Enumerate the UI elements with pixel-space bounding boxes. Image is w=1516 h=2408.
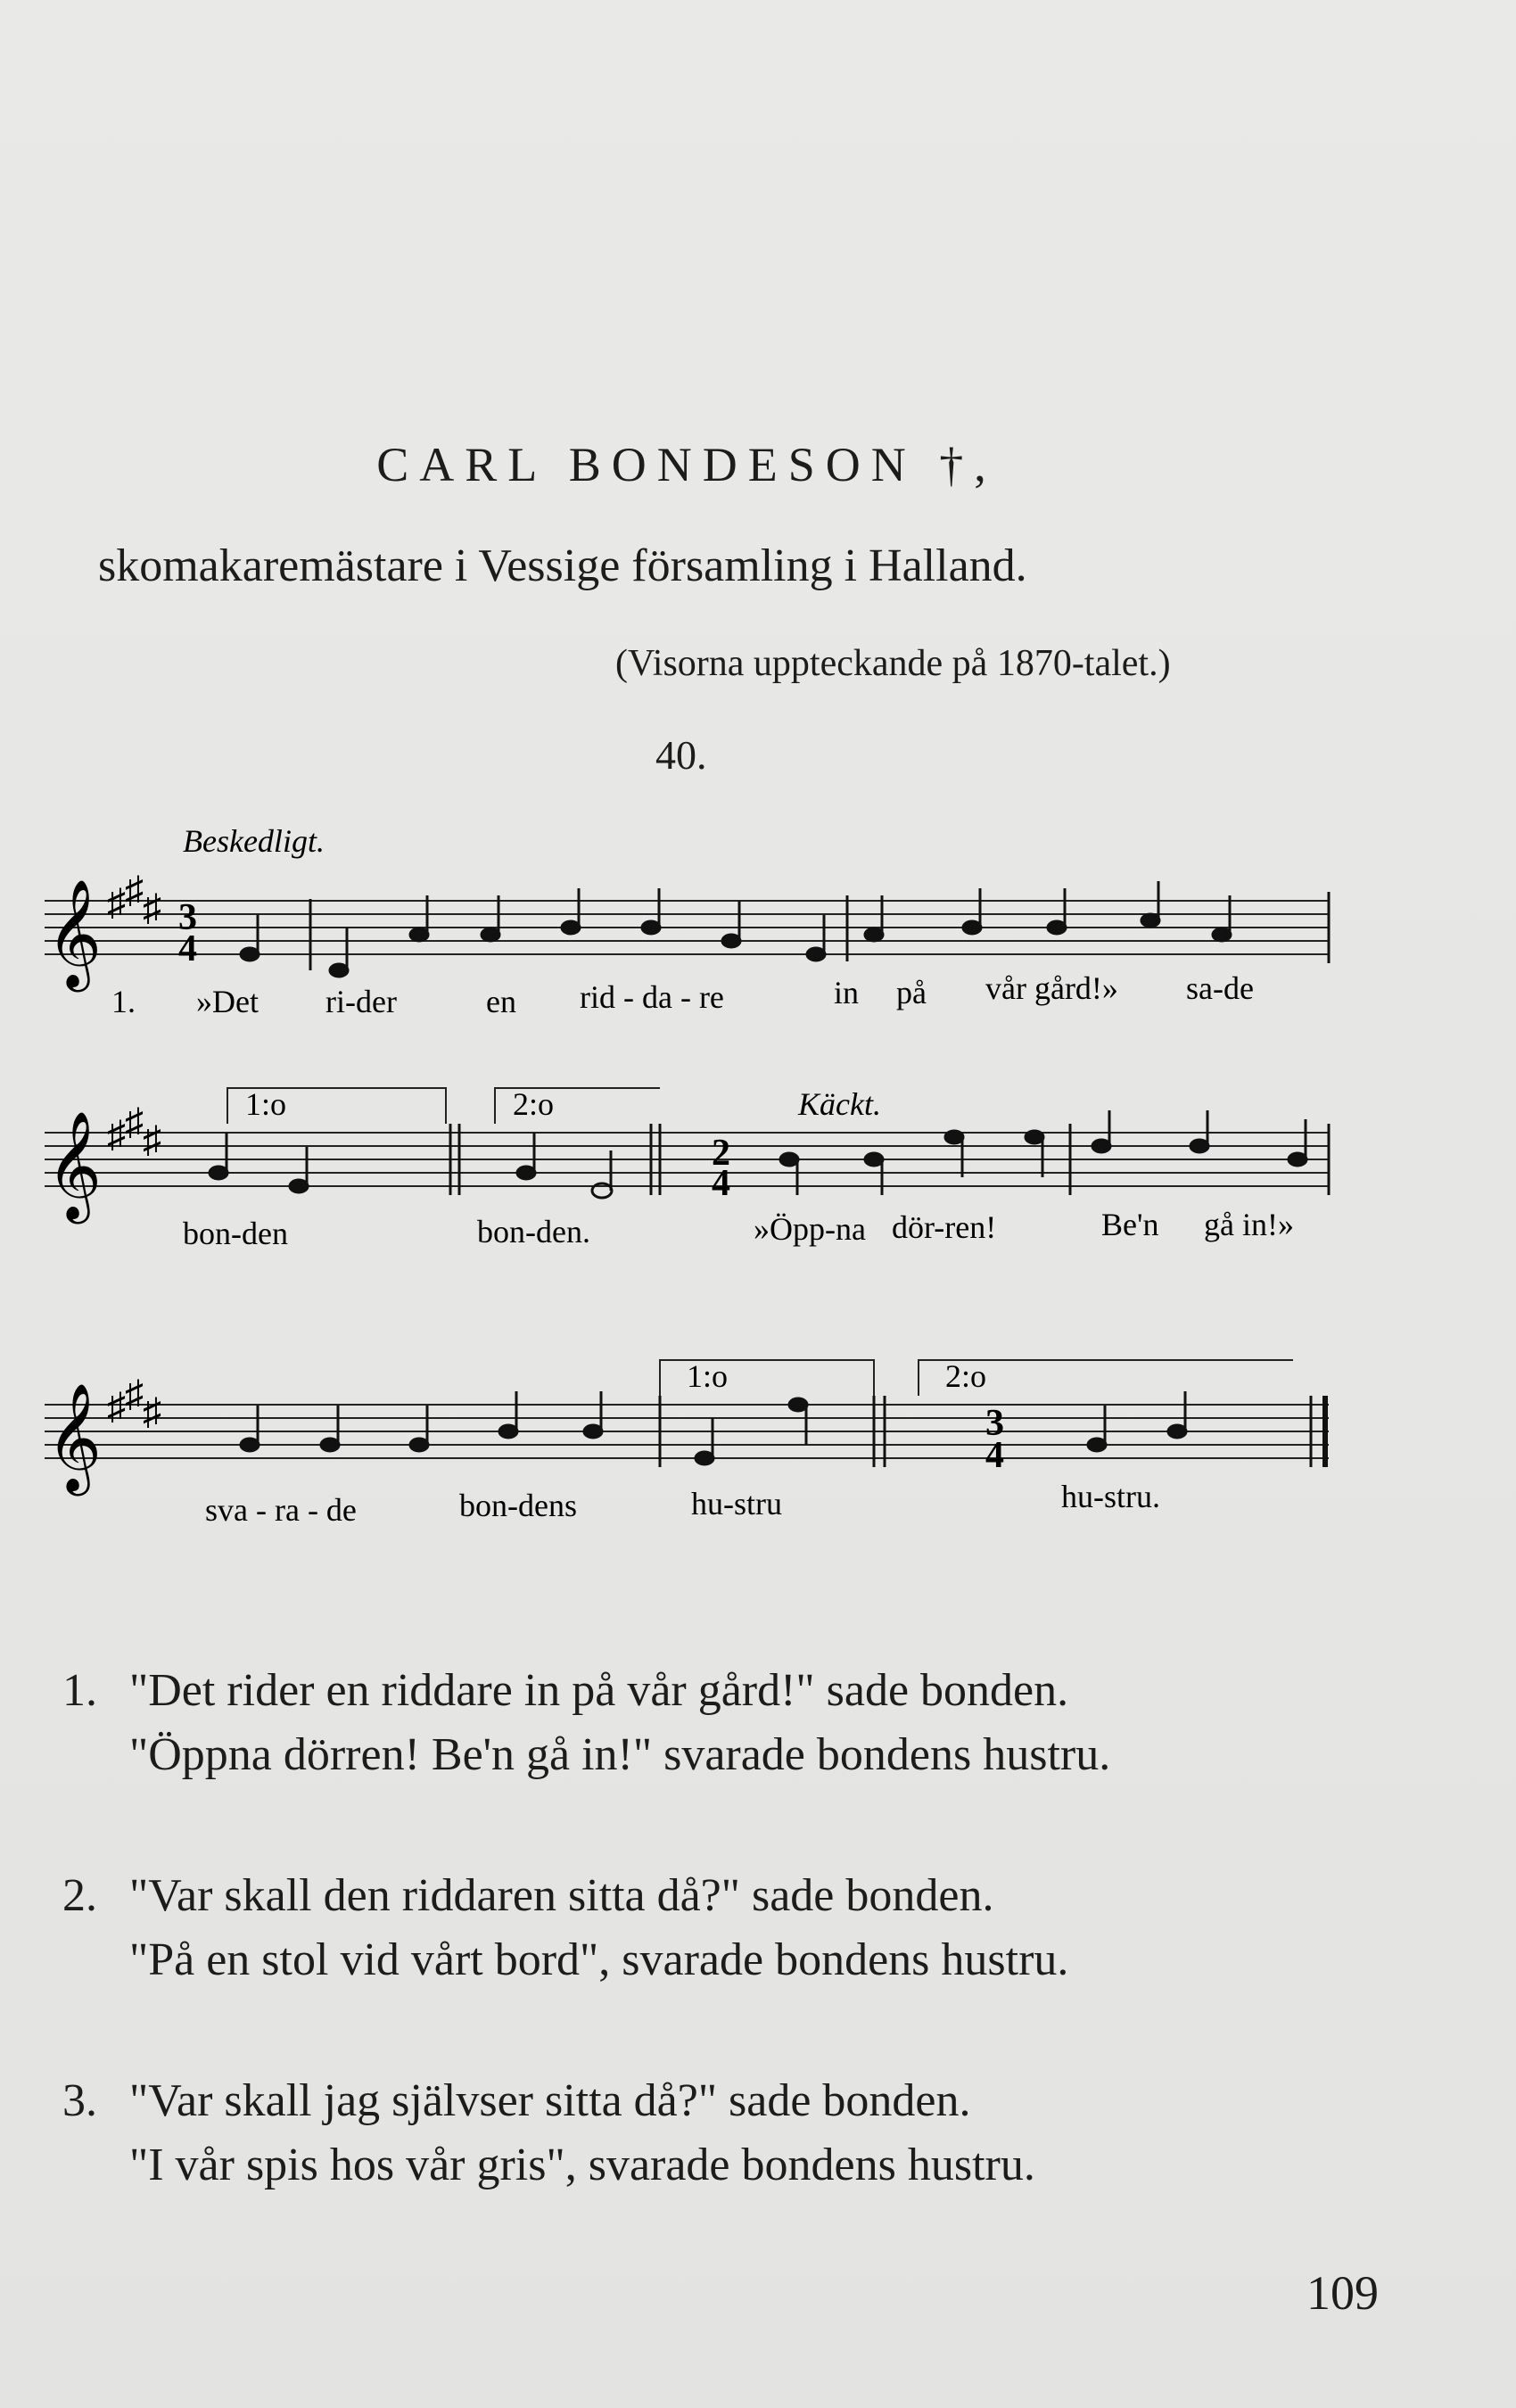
verse-number: 3.	[62, 2075, 97, 2126]
lyric-text: gå in!»	[1204, 1207, 1294, 1242]
music-score	[45, 803, 1382, 1605]
verse-lines	[129, 1659, 1110, 1787]
tempo-marking-beskedligt: Beskedligt.	[183, 823, 325, 859]
treble-clef-icon: 𝄞	[46, 881, 103, 985]
verse-line: "Det rider en riddare in på vår gård!" sade bonden.	[129, 1665, 1069, 1716]
verse-number: 1.	[62, 1665, 97, 1716]
verse-lines	[129, 2069, 1035, 2198]
verse-2	[62, 1864, 1418, 1992]
lyric-text: bon-dens	[459, 1488, 577, 1523]
verse-3	[62, 2069, 1418, 2198]
sharp-icon: ♯	[107, 883, 126, 924]
tempo-marking-kackt: Käckt.	[798, 1086, 881, 1122]
lyric-text: hu-stru.	[1061, 1479, 1160, 1514]
music-system-3	[45, 1358, 1329, 1528]
lyric-text: rid - da - re	[580, 979, 724, 1015]
staff-lines-3	[45, 1405, 1329, 1458]
page-title: CARL BONDESON †,	[376, 438, 997, 491]
time-signature-bottom: 4	[178, 928, 197, 969]
sharp-icon: ♯	[107, 1387, 126, 1428]
lyric-text: dör-ren!	[892, 1209, 997, 1245]
notes-system-3	[241, 1391, 1325, 1467]
verse-line: "Öppna dörren! Be'n gå in!" svarade bondens hustru.	[129, 1729, 1111, 1780]
volta-brackets-2	[227, 1088, 660, 1124]
music-system-1	[45, 823, 1329, 1019]
verses-block	[62, 1659, 1418, 2274]
sharp-icon: ♯	[143, 1120, 161, 1161]
time-signature-bottom: 4	[985, 1435, 1004, 1476]
verse-line: "Var skall den riddaren sitta då?" sade bonden.	[129, 1870, 994, 1921]
lyric-text: in	[834, 975, 860, 1010]
verse-1	[62, 1659, 1418, 1787]
verse-line: "På en stol vid vårt bord", svarade bondens hustru.	[129, 1934, 1069, 1985]
treble-clef-icon: 𝄞	[46, 1385, 103, 1489]
notes-system-1	[241, 881, 1329, 977]
sharp-icon: ♯	[107, 1115, 126, 1156]
lyric-text: 1.	[111, 984, 136, 1019]
lyric-text: »Öpp-na	[754, 1211, 866, 1247]
verse-number: 2.	[62, 1870, 97, 1921]
page-subtitle: skomakaremästare i Vessige församling i Halland.	[98, 540, 1027, 591]
volta-second: 2:o	[513, 1086, 555, 1122]
lyrics-system-1	[111, 970, 1254, 1019]
volta-first: 1:o	[687, 1358, 729, 1394]
sharp-icon: ♯	[125, 1374, 144, 1415]
sharp-icon: ♯	[143, 1392, 161, 1433]
lyrics-system-3	[205, 1479, 1160, 1528]
verse-line: "I vår spis hos vår gris", svarade bondens hustru.	[129, 2140, 1035, 2190]
sharp-icon: ♯	[143, 888, 161, 929]
lyric-text: bon-den.	[477, 1214, 590, 1249]
music-system-2	[45, 1086, 1329, 1251]
recording-note: (Visorna uppteckande på 1870-talet.)	[615, 643, 1171, 684]
time-signature-bottom: 4	[712, 1163, 730, 1204]
lyric-text: bon-den	[183, 1216, 288, 1251]
time-signature-top: 3	[178, 897, 197, 938]
lyric-text: sva - ra - de	[205, 1492, 357, 1528]
treble-clef-icon: 𝄞	[46, 1113, 103, 1217]
verse-line: "Var skall jag självser sitta då?" sade bonden.	[129, 2075, 971, 2126]
lyric-text: en	[486, 984, 516, 1019]
lyric-text: »Det	[196, 984, 259, 1019]
lyric-text: ri-der	[325, 984, 397, 1019]
sharp-icon: ♯	[125, 870, 144, 911]
volta-first: 1:o	[245, 1086, 287, 1122]
staff-lines-2	[45, 1133, 1329, 1186]
lyrics-system-2	[183, 1207, 1294, 1251]
lyric-text: hu-stru	[691, 1486, 782, 1521]
lyric-text: Be'n	[1101, 1207, 1159, 1242]
time-signature-top: 3	[985, 1403, 1004, 1444]
staff-lines-1	[45, 901, 1329, 954]
lyric-text: på	[896, 975, 927, 1010]
page-number: 109	[1306, 2266, 1379, 2320]
time-signature-top: 2	[712, 1133, 730, 1174]
notes-system-2	[210, 1110, 1329, 1198]
lyric-text: vår gård!»	[985, 970, 1118, 1006]
volta-second: 2:o	[945, 1358, 987, 1394]
lyric-text: sa-de	[1186, 970, 1254, 1006]
verse-lines	[129, 1864, 1068, 1992]
song-number: 40.	[655, 732, 707, 778]
sharp-icon: ♯	[125, 1102, 144, 1143]
